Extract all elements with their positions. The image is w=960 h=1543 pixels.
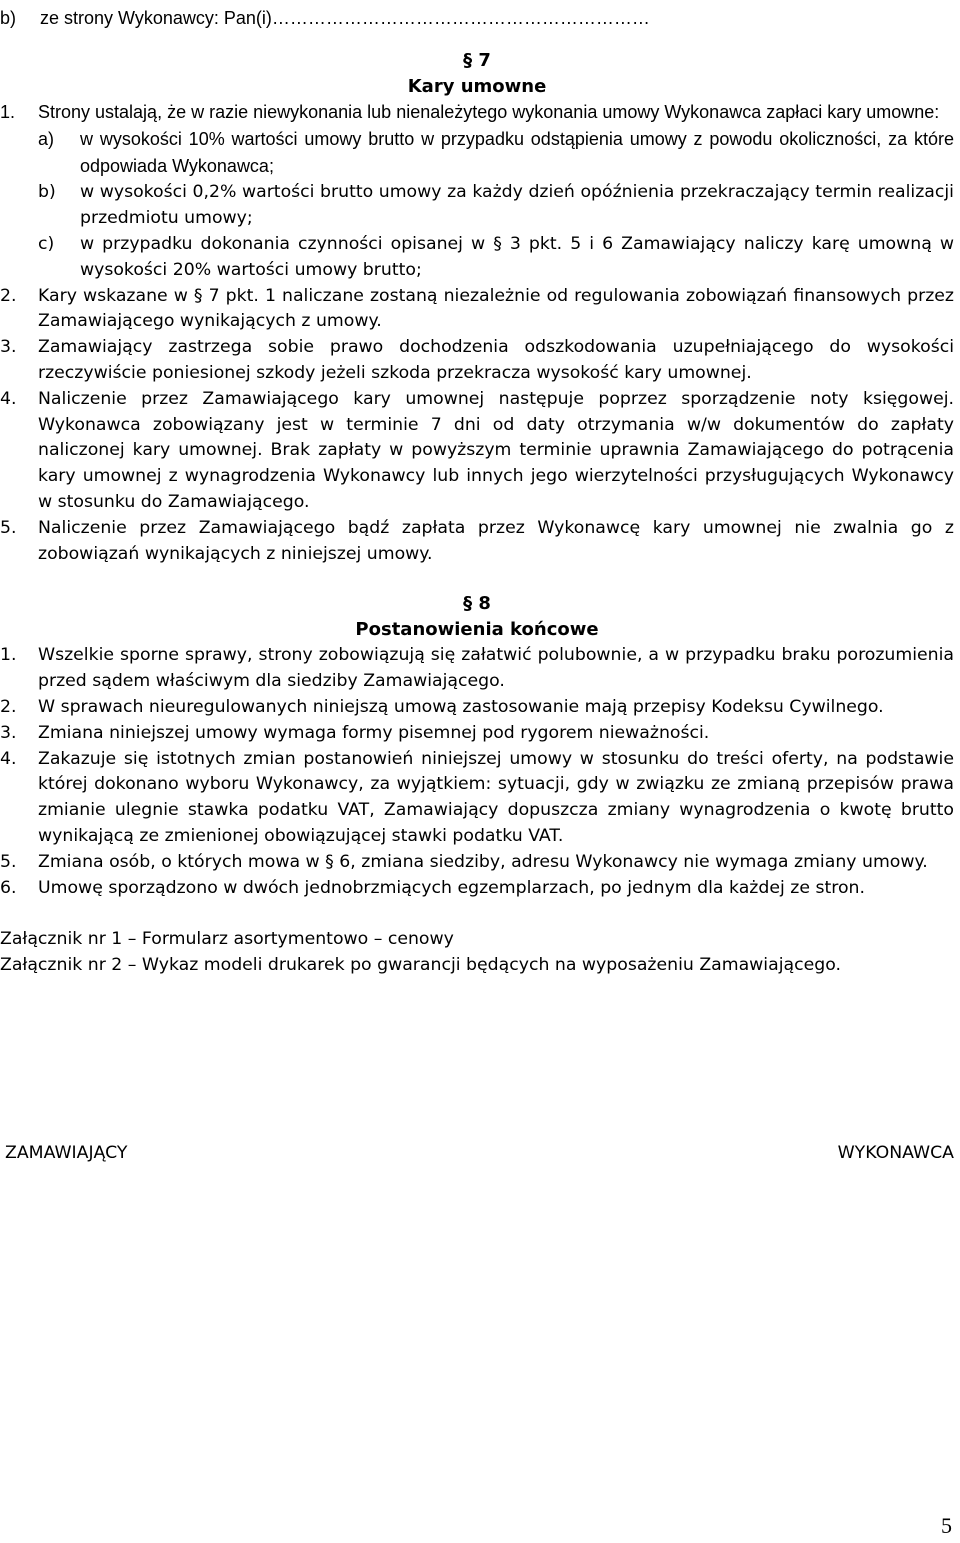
sub-text: w przypadku dokonania czynności opisanej w § 3 pkt. 5 i 6 Zamawiający naliczy karę umowną w wysokości 20% wartości umowy brutto; <box>80 233 954 280</box>
item-number: 1. <box>0 645 17 666</box>
list-item <box>0 387 954 516</box>
item-number: 3. <box>0 337 17 358</box>
sub-letter: a) <box>38 128 55 149</box>
signature-orderer: ZAMAWIAJĄCY <box>5 1143 128 1163</box>
signature-contractor: WYKONAWCA <box>837 1143 954 1163</box>
item-number: 3. <box>0 722 17 743</box>
item-number: 2. <box>0 696 17 717</box>
item-text: Zmiana niniejszej umowy wymaga formy pisemnej pod rygorem nieważności. <box>38 722 710 743</box>
sub-item <box>0 127 954 181</box>
page-number: 5 <box>941 1513 952 1539</box>
item-number: 5. <box>0 851 17 872</box>
annex-2: Załącznik nr 2 – Wykaz modeli drukarek po gwarancji będących na wyposażeniu Zamawiającego. <box>0 955 841 976</box>
list-item <box>0 100 954 284</box>
item-text: Naliczenie przez Zamawiającego kary umownej następuje poprzez sporządzenie noty księgowej. Wykonawca zobowiązany jest w terminie 7 dni od daty otrzymania w/w dokumentów do zapłaty naliczonej kary umownej. Brak zapłaty w powyższym terminie uprawnia Zamawiającego do potrącenia kary umownej z wynagrodzenia Wykonawcy lub innych jego wierzytelności przysługujących Wykonawcy w stosunku do Zamawiającego. <box>38 388 954 512</box>
list-item <box>0 850 954 876</box>
item-text: Zamawiający zastrzega sobie prawo dochodzenia odszkodowania uzupełniającego do wysokości rzeczywiście poniesionej szkody jeżeli szkoda przekracza wysokość kary umownej. <box>38 337 954 383</box>
annex-list <box>0 927 954 979</box>
item-number: 1. <box>0 102 16 122</box>
item-text: Kary wskazane w § 7 pkt. 1 naliczane zostaną niezależnie od regulowania zobowiązań finansowych przez Zamawiającego wynikających z umowy. <box>38 285 954 332</box>
list-item <box>0 721 954 747</box>
section-7-list <box>0 100 954 567</box>
list-item <box>0 516 954 568</box>
list-item <box>0 695 954 721</box>
item-number: 4. <box>0 748 17 769</box>
item-text: W sprawach nieuregulowanych niniejszą umową zastosowanie mają przepisy Kodeksu Cywilnego. <box>38 696 884 717</box>
annex-1: Załącznik nr 1 – Formularz asortymentowo – cenowy <box>0 929 454 950</box>
item-number: 2. <box>0 285 17 306</box>
sub-text: w wysokości 10% wartości umowy brutto w przypadku odstąpienia umowy z powodu okoliczności, za które odpowiada Wykonawca; <box>80 128 954 176</box>
item-number: 4. <box>0 388 17 409</box>
list-item <box>0 876 954 902</box>
section-7-symbol: § 7 <box>463 50 491 71</box>
section-7-title: Kary umowne <box>407 76 547 97</box>
sublist <box>0 127 954 284</box>
list-item <box>0 747 954 850</box>
sub-item <box>0 180 954 232</box>
item-number: 5. <box>0 517 17 538</box>
top-line: b) ze strony Wykonawcy: Pan(i)……………………………………………………… <box>0 8 650 28</box>
signature-row <box>5 1141 954 1167</box>
section-8-symbol: § 8 <box>463 593 491 615</box>
section-8-title: Postanowienia końcowe <box>355 619 599 641</box>
item-text: Zmiana osób, o których mowa w § 6, zmiana siedziby, adresu Wykonawcy nie wymaga zmiany umowy. <box>38 851 928 872</box>
item-text: Zakazuje się istotnych zmian postanowień niniejszej umowy w stosunku do treści oferty, na podstawie której dokonano wyboru Wykonawcy, za wyjątkiem: sytuacji, gdy w związku ze zmianą przepisów prawa zmianie ulegnie stawka podatku VAT, Zamawiający dopuszcza zmiany wynagrodzenia o kwotę brutto wynikającą ze zmienionej obowiązującej stawki podatku VAT. <box>38 748 954 846</box>
item-text: Wszelkie sporne sprawy, strony zobowiązują się załatwić polubownie, a w przypadku braku porozumienia przed sądem właściwym dla siedziby Zamawiającego. <box>38 645 954 692</box>
section-8-list <box>0 643 954 901</box>
sub-text: w wysokości 0,2% wartości brutto umowy za każdy dzień opóźnienia przekraczający termin realizacji przedmiotu umowy; <box>80 182 954 229</box>
sub-item <box>0 232 954 284</box>
list-item <box>0 284 954 336</box>
item-text: Naliczenie przez Zamawiającego bądź zapłata przez Wykonawcę kary umownej nie zwalnia go z zobowiązań wynikających z niniejszej umowy. <box>38 517 954 564</box>
item-text: Strony ustalają, że w razie niewykonania lub nienależytego wykonania umowy Wykonawca zapłaci kary umowne: <box>38 102 940 122</box>
sub-letter: c) <box>38 233 55 254</box>
list-item <box>0 643 954 695</box>
item-number: 6. <box>0 877 17 898</box>
sub-letter: b) <box>38 182 56 203</box>
list-item <box>0 335 954 387</box>
item-text: Umowę sporządzono w dwóch jednobrzmiących egzemplarzach, po jednym dla każdej ze stron. <box>38 877 865 898</box>
